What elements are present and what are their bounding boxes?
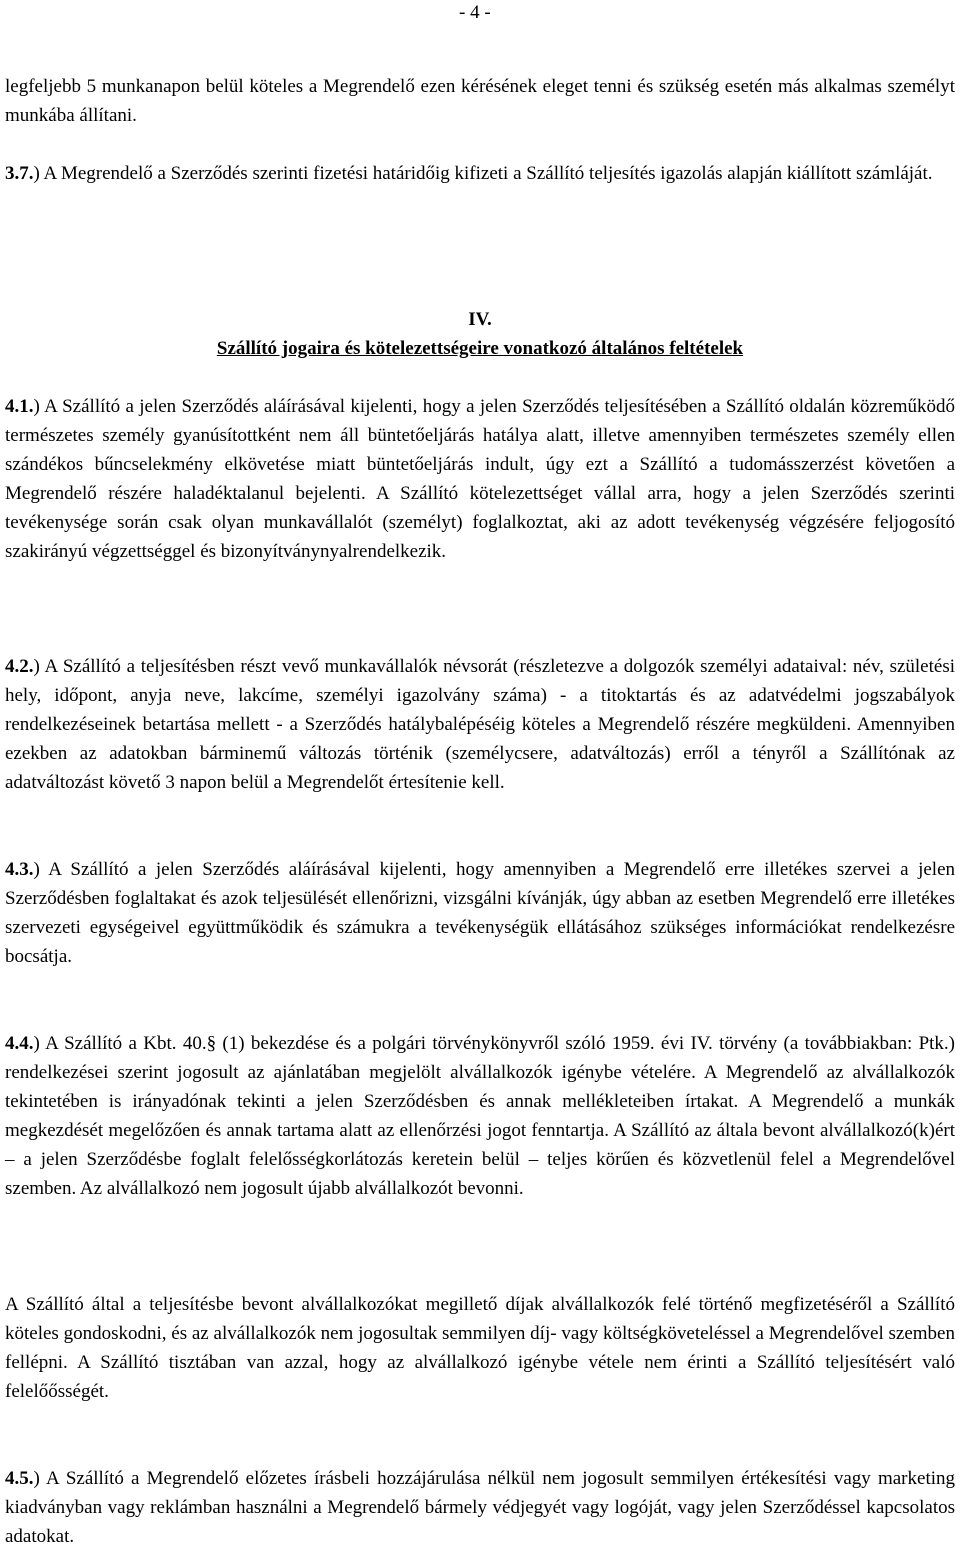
section-number: 4.1. <box>5 396 34 417</box>
section-3-7 <box>5 159 955 188</box>
section-4-4-continuation <box>5 1290 955 1406</box>
page-number: - 4 - <box>459 2 491 23</box>
section-text: ) A Szállító a Kbt. 40.§ (1) bekezdése és a polgári törvénykönyvről szóló 1959. évi IV. törvény (a továbbiakban: Ptk.) rendelkezései szerint jogosult az ajánlatában megjelölt alvállalkozók igénybe vételére. A Megrendelő az alvállalkozók tekintetében is irányadónak tekinti a jelen Szerződésben és annak mellékleteiben írtakat. A Megrendelő a munkák megkezdését megelőzően és annak tartama alatt az ellenőrzési jogot fenntartja. A Szállító az általa bevont alvállalkozó(k)ért – a jelen Szerződésbe foglalt felelősségkorlátozás keretein belül – teljes körűen és közvetlenül felel a Megrendelővel szemben. Az alvállalkozó nem jogosult újabb alvállalkozót bevonni. <box>5 1033 955 1199</box>
section-text: ) A Szállító a jelen Szerződés aláírásával kijelenti, hogy amennyiben a Megrendelő erre illetékes szervei a jelen Szerződésben foglaltakat és azok teljesülését ellenőrizni, vizsgálni kívánják, úgy abban az esetben Megrendelő erre illetékes szervezeti egységeivel együttműködik és számukra a tevékenységük ellátásához szükséges információkat rendelkezésre bocsátja. <box>5 859 955 967</box>
section-number: 4.3. <box>5 859 34 880</box>
chapter-roman-numeral: IV. <box>468 309 492 330</box>
section-4-2 <box>5 652 955 797</box>
intro-text: legfeljebb 5 munkanapon belül köteles a Megrendelő ezen kérésének eleget tenni és szükség esetén más alkalmas személyt munkába állítani. <box>5 76 955 126</box>
section-4-5 <box>5 1464 955 1551</box>
section-number: 4.5. <box>5 1468 34 1489</box>
chapter-title: Szállító jogaira és kötelezettségeire vonatkozó általános feltételek <box>216 338 744 359</box>
section-number: 4.4. <box>5 1033 34 1054</box>
section-number: 4.2. <box>5 656 34 677</box>
section-number: 3.7. <box>5 163 34 184</box>
section-4-1 <box>5 392 955 566</box>
section-text: ) A Megrendelő a Szerződés szerinti fizetési határidőig kifizeti a Szállító teljesítés igazolás alapján kiállított számláját. <box>33 163 933 184</box>
section-4-4 <box>5 1029 955 1203</box>
section-text: ) A Szállító a Megrendelő előzetes írásbeli hozzájárulása nélkül nem jogosult semmilyen értékesítési vagy marketing kiadványban vagy reklámban használni a Megrendelő bármely védjegyét vagy logóját, vagy jelen Szerződéssel kapcsolatos adatokat. <box>5 1468 955 1547</box>
section-text: A Szállító által a teljesítésbe bevont alvállalkozókat megillető díjak alvállalkozók felé történő megfizetéséről a Szállító köteles gondoskodni, és az alvállalkozók nem jogosultak semmilyen díj- vagy költségköveteléssel a Megrendelővel szemben fellépni. A Szállító tisztában van azzal, hogy az alvállalkozó igénybe vétele nem érinti a Szállító teljesítésért való felelőősségét. <box>5 1294 955 1402</box>
intro-paragraph <box>5 72 955 130</box>
section-text: ) A Szállító a teljesítésben részt vevő munkavállalók névsorát (részletezve a dolgozók személyi adataival: név, születési hely, időpont, anyja neve, lakcíme, személyi igazolvány száma) - a titoktartás és az adatvédelmi jogszabályok rendelkezéseinek betartása mellett - a Szerződés hatálybalépéséig köteles a Megrendelő részére megküldeni. Amennyiben ezekben az adatokban bárminemű változás történik (személycsere, adatváltozás) erről a tényről a Szállítónak az adatváltozást követő 3 napon belül a Megrendelőt értesítenie kell. <box>5 656 955 793</box>
section-text: ) A Szállító a jelen Szerződés aláírásával kijelenti, hogy a jelen Szerződés teljesítésében a Szállító oldalán közreműködő természetes személy gyanúsítottként nem áll büntetőeljárás hatálya alatt, illetve amennyiben természetes személy ellen szándékos bűncselekmény elkövetése miatt büntetőeljárás indult, úgy ezt a Szállító a tudomásszerzést követően a Megrendelő részére haladéktalanul bejelenti. A Szállító kötelezettséget vállal arra, hogy a jelen Szerződés szerinti tevékenysége során csak olyan munkavállalót (személyt) foglalkoztat, aki az adott tevékenység végzésére feljogosító szakirányú végzettséggel és bizonyítványnyalrendelkezik. <box>5 396 955 562</box>
chapter-heading <box>0 334 960 363</box>
section-4-3 <box>5 855 955 971</box>
